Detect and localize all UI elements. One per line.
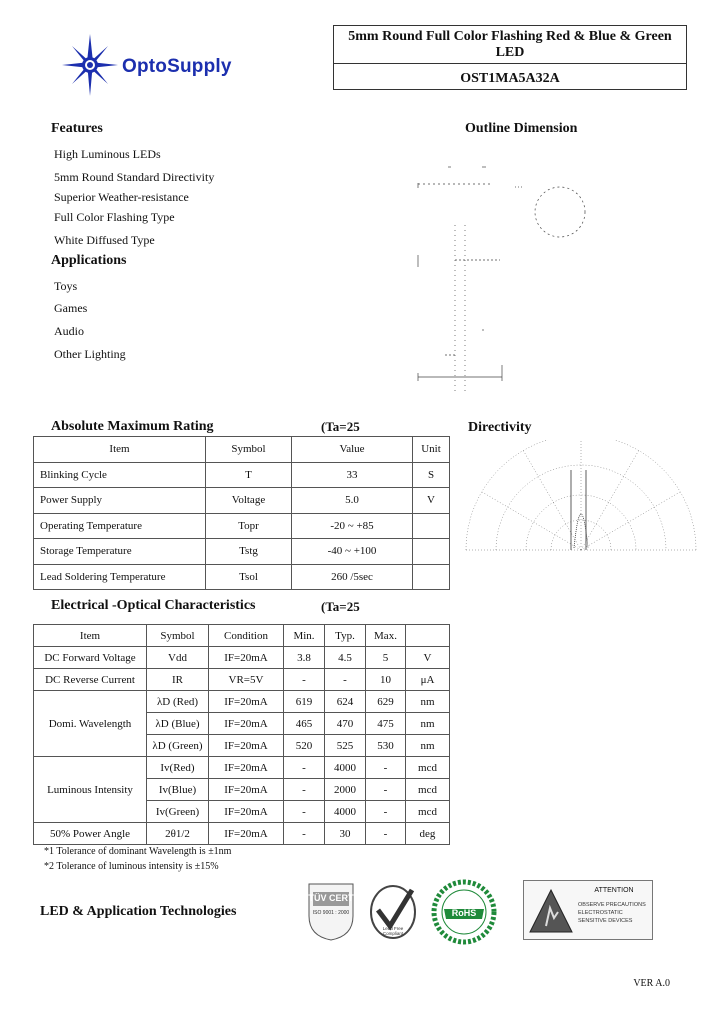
applications-heading: Applications	[51, 253, 127, 268]
cell: IF=20mA	[209, 779, 284, 801]
col-header: Min.	[284, 625, 325, 647]
cell: 3.8	[284, 647, 325, 669]
cell: -	[325, 669, 366, 691]
table-row	[34, 669, 450, 691]
abs-max-table	[33, 436, 450, 590]
table-row	[34, 647, 450, 669]
cell: Tstg	[206, 539, 292, 565]
cell: -	[284, 757, 325, 779]
cell: IF=20mA	[209, 713, 284, 735]
esd-warning-label	[523, 880, 653, 940]
cell: nm	[406, 691, 450, 713]
feature-item: High Luminous LEDs	[54, 147, 161, 161]
col-header: Typ.	[325, 625, 366, 647]
cell: 50% Power Angle	[34, 823, 147, 845]
table-row	[34, 691, 450, 713]
cell: nm	[406, 735, 450, 757]
cell: S	[413, 462, 450, 488]
cell: IR	[147, 669, 209, 691]
cell: Lead Soldering Temperature	[34, 564, 206, 590]
cell: Topr	[206, 513, 292, 539]
cell: Vdd	[147, 647, 209, 669]
cell: 260 /5sec	[292, 564, 413, 590]
cell: 4.5	[325, 647, 366, 669]
cell	[413, 513, 450, 539]
elec-heading: Electrical -Optical Characteristics	[51, 598, 256, 613]
cell: 525	[325, 735, 366, 757]
cell: 4000	[325, 757, 366, 779]
features-heading: Features	[51, 121, 103, 136]
feature-item: 5mm Round Standard Directivity	[54, 170, 215, 184]
cell: 33	[292, 462, 413, 488]
lead-free-badge	[368, 882, 418, 940]
col-header: Condition	[209, 625, 284, 647]
cell: Voltage	[206, 488, 292, 514]
cell: DC Forward Voltage	[34, 647, 147, 669]
cell: mcd	[406, 801, 450, 823]
cell: 2000	[325, 779, 366, 801]
cell: -	[366, 779, 406, 801]
cell: T	[206, 462, 292, 488]
cell: deg	[406, 823, 450, 845]
cell: IF=20mA	[209, 757, 284, 779]
table-row	[34, 488, 450, 514]
cell: -	[366, 757, 406, 779]
directivity-heading: Directivity	[468, 420, 532, 435]
col-header: Unit	[413, 437, 450, 463]
cell: 10	[366, 669, 406, 691]
cell: Luminous Intensity	[34, 757, 147, 823]
elec-condition: (Ta=25	[321, 599, 360, 614]
title-box	[333, 25, 687, 90]
esd-text	[578, 901, 654, 925]
cell: IF=20mA	[209, 691, 284, 713]
cell: λD (Blue)	[147, 713, 209, 735]
outline-dimension-drawing	[410, 155, 590, 405]
cell: V	[406, 647, 450, 669]
cell: -	[284, 801, 325, 823]
esd-line: ELECTROSTATIC	[578, 910, 623, 916]
cell	[413, 539, 450, 565]
application-item: Games	[54, 301, 88, 315]
brand-name: OptoSupply	[122, 56, 232, 77]
cell: μA	[406, 669, 450, 691]
application-item: Audio	[54, 324, 84, 338]
directivity-polar-chart	[456, 440, 706, 560]
col-header: Item	[34, 437, 206, 463]
starburst-logo-icon	[62, 34, 122, 96]
application-item: Other Lighting	[54, 347, 126, 361]
table-row	[34, 462, 450, 488]
product-title: 5mm Round Full Color Flashing Red & Blue & Green LED	[348, 29, 672, 60]
elec-table	[33, 624, 450, 845]
cell: Tsol	[206, 564, 292, 590]
footnote: *2 Tolerance of luminous intensity is ±15%	[44, 861, 219, 872]
cell: 530	[366, 735, 406, 757]
col-header: Symbol	[147, 625, 209, 647]
version-label: VER A.0	[633, 978, 670, 989]
cell: λD (Red)	[147, 691, 209, 713]
rohs-badge	[428, 879, 500, 945]
cell: 30	[325, 823, 366, 845]
cell: -	[366, 823, 406, 845]
table-row	[34, 539, 450, 565]
cell: 465	[284, 713, 325, 735]
cell: 520	[284, 735, 325, 757]
footnote: *1 Tolerance of dominant Wavelength is ±1nm	[44, 846, 232, 857]
table-header-row	[34, 437, 450, 463]
cell: -	[366, 801, 406, 823]
cell: 629	[366, 691, 406, 713]
esd-title: ATTENTION	[594, 887, 634, 894]
company-logo	[62, 34, 272, 96]
company-tagline: LED & Application Technologies	[40, 904, 237, 919]
col-header: Value	[292, 437, 413, 463]
cell: 470	[325, 713, 366, 735]
application-item: Toys	[54, 279, 78, 293]
cell: Domi. Wavelength	[34, 691, 147, 757]
tuv-cert-badge	[303, 880, 359, 942]
esd-line: SENSITIVE DEVICES	[578, 918, 633, 924]
cell: -20 ~ +85	[292, 513, 413, 539]
cell: -	[284, 669, 325, 691]
feature-item: White Diffused Type	[54, 233, 155, 247]
cell: mcd	[406, 757, 450, 779]
title-divider	[334, 63, 686, 64]
cell: nm	[406, 713, 450, 735]
table-row	[34, 564, 450, 590]
abs-max-condition: (Ta=25	[321, 419, 360, 434]
cell: mcd	[406, 779, 450, 801]
esd-hand-icon	[528, 888, 574, 934]
table-row	[34, 757, 450, 779]
cell: -	[284, 779, 325, 801]
col-header: Item	[34, 625, 147, 647]
tuv-iso: ISO 9001 : 2000	[312, 910, 350, 916]
cell: IF=20mA	[209, 823, 284, 845]
cell: 619	[284, 691, 325, 713]
lead-free-label: Lead Free Compliant	[382, 926, 404, 936]
cell: Iv(Blue)	[147, 779, 209, 801]
col-header	[406, 625, 450, 647]
cell: Iv(Green)	[147, 801, 209, 823]
part-number: OST1MA5A32A	[460, 71, 560, 86]
col-header: Max.	[366, 625, 406, 647]
outline-heading: Outline Dimension	[465, 121, 578, 136]
cell: -	[284, 823, 325, 845]
table-row	[34, 823, 450, 845]
cell: Iv(Red)	[147, 757, 209, 779]
rohs-label: RoHS	[451, 908, 477, 918]
cell: IF=20mA	[209, 735, 284, 757]
feature-item: Superior Weather-resistance	[54, 190, 189, 204]
feature-item: Full Color Flashing Type	[54, 210, 175, 224]
cell: VR=5V	[209, 669, 284, 691]
tuv-label: TÜV CERT	[308, 893, 354, 903]
cell: 4000	[325, 801, 366, 823]
cell: V	[413, 488, 450, 514]
cell: Storage Temperature	[34, 539, 206, 565]
esd-line: OBSERVE PRECAUTIONS	[578, 902, 646, 908]
abs-max-heading: Absolute Maximum Rating	[51, 419, 214, 434]
table-row	[34, 513, 450, 539]
table-header-row	[34, 625, 450, 647]
cell: 475	[366, 713, 406, 735]
cell: 624	[325, 691, 366, 713]
cell: DC Reverse Current	[34, 669, 147, 691]
cell: 2θ1/2	[147, 823, 209, 845]
cell: IF=20mA	[209, 801, 284, 823]
cell: 5.0	[292, 488, 413, 514]
cell: λD (Green)	[147, 735, 209, 757]
cell: -40 ~ +100	[292, 539, 413, 565]
cell: Power Supply	[34, 488, 206, 514]
cell: IF=20mA	[209, 647, 284, 669]
cell	[413, 564, 450, 590]
cell: 5	[366, 647, 406, 669]
cell: Blinking Cycle	[34, 462, 206, 488]
cell: Operating Temperature	[34, 513, 206, 539]
col-header: Symbol	[206, 437, 292, 463]
